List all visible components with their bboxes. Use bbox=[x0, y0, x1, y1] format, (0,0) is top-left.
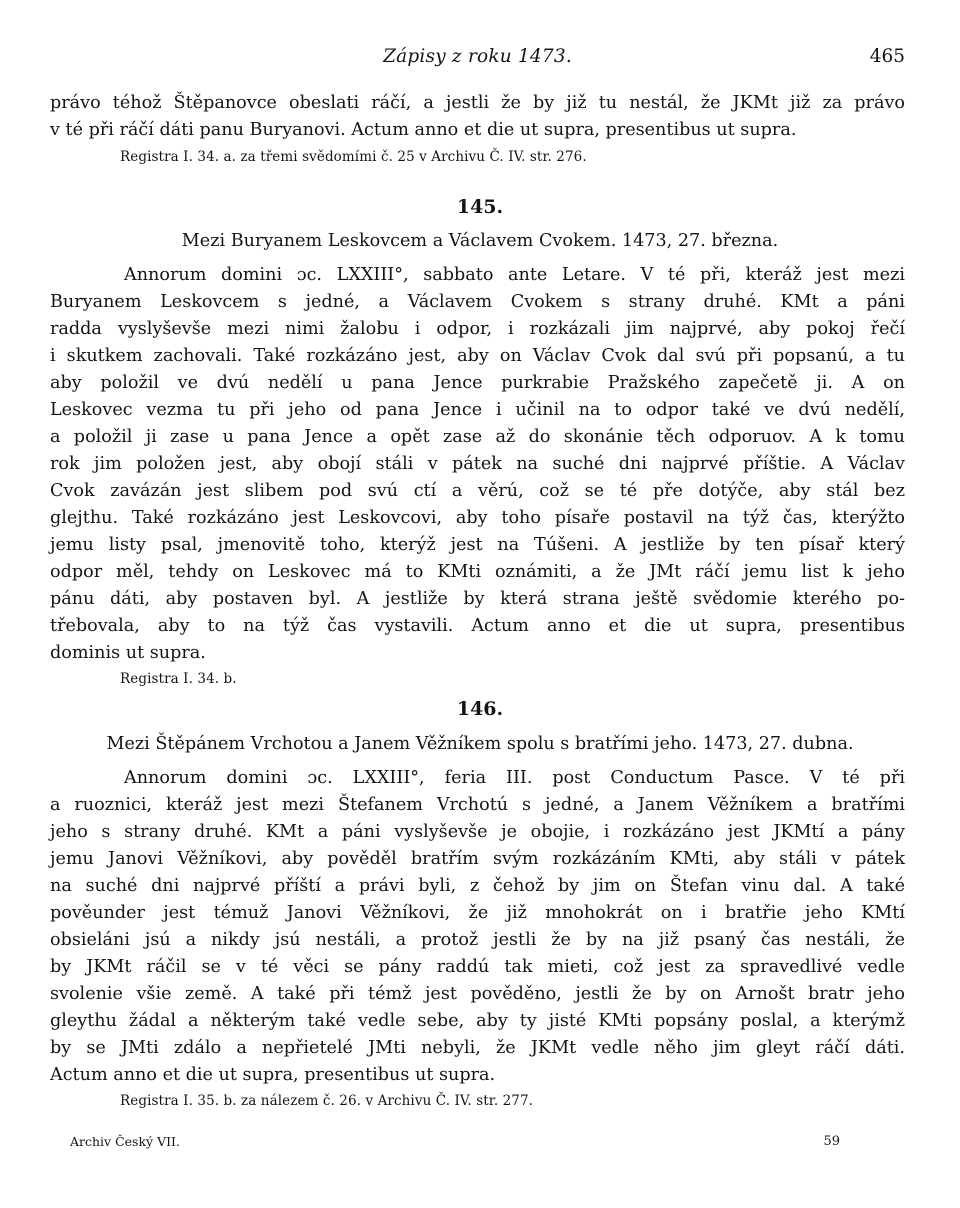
text-line: Leskovec vezma tu při jeho od pana Jence i učinil na to odpor také ve dvú nedělí, bbox=[50, 400, 905, 420]
page-footer bbox=[70, 1134, 840, 1154]
running-header bbox=[50, 46, 905, 72]
entry-heading: Mezi Buryanem Leskovcem a Václavem Cvokem. 1473, 27. března. bbox=[181, 231, 779, 251]
text-line: dominis ut supra. bbox=[50, 643, 206, 663]
text-line: Actum anno et die ut supra, presentibus ut supra. bbox=[50, 1065, 496, 1085]
text-line: i skutkem zachovali. Také rozkázáno jest, aby on Václav Cvok dal svú při popsanú, a tu bbox=[50, 346, 905, 366]
text-line: jemu listy psal, jmenovitě toho, kterýž jest na Túšeni. A jestliže by ten písař který bbox=[50, 535, 905, 555]
text-line: jemu Janovi Věžníkovi, aby pověděl bratřím svým rozkázáním KMti, aby stáli v pátek bbox=[50, 849, 905, 869]
text-line: rok jim položen jest, aby obojí stáli v pátek na suché dni najprvé příštie. A Václav bbox=[50, 454, 905, 474]
text-line: radda vyslyševše mezi nimi žalobu i odpor, i rozkázali jim najprvé, aby pokoj řečí bbox=[50, 319, 905, 339]
text-line: třebovala, aby to na týž čas vystavili. Actum anno et die ut supra, presentibus bbox=[50, 616, 905, 636]
archival-reference: Registra I. 35. b. za nálezem č. 26. v Archivu Č. IV. str. 277. bbox=[120, 1093, 534, 1109]
text-line: by JKMt ráčil se v té věci se pány raddú tak mieti, což jest za spravedlivé vedle bbox=[50, 957, 905, 977]
text-line: Cvok zavázán jest slibem pod svú ctí a věrú, což se té pře dotýče, aby stál bez bbox=[50, 481, 905, 501]
text-line: aby položil ve dvú nedělí u pana Jence purkrabie Pražského zapečetě ji. A on bbox=[50, 373, 905, 393]
text-line: právo téhož Štěpanovce obeslati ráčí, a jestli že by již tu nestál, že JKMt již za právo bbox=[50, 93, 905, 113]
text-line: v té při ráčí dáti panu Buryanovi. Actum anno et die ut supra, presentibus ut supra. bbox=[50, 120, 797, 140]
text-line: gleythu žádal a některým také vedle sebe, aby ty jisté KMti popsány poslal, a kterýmž bbox=[50, 1011, 905, 1031]
page-number: 465 bbox=[869, 46, 905, 67]
text-line: Annorum domini ɔc. LXXIII°, feria III. post Conductum Pasce. V té při bbox=[124, 768, 905, 788]
text-line: by se JMti zdálo a nepřietelé JMti nebyli, že JKMt vedle něho jim gleyt ráčí dáti. bbox=[50, 1038, 905, 1058]
text-line: Annorum domini ɔc. LXXIII°, sabbato ante Letare. V té při, kteráž jest mezi bbox=[124, 265, 905, 285]
text-line: odpor měl, tehdy on Leskovec má to KMti oznámiti, a že JMt ráčí jemu list k jeho bbox=[50, 562, 905, 582]
archival-reference: Registra I. 34. a. za třemi svědomími č. 25 v Archivu Č. IV. str. 276. bbox=[120, 149, 587, 165]
text-line: jeho s strany druhé. KMt a páni vyslyševše je obojie, i rozkázáno jest JKMtí a pány bbox=[50, 822, 905, 842]
text-line: pánu dáti, aby postaven byl. A jestliže by která strana ještě svědomie kterého po- bbox=[50, 589, 905, 609]
text-line: Buryanem Leskovcem s jedné, a Václavem Cvokem s strany druhé. KMt a páni bbox=[50, 292, 905, 312]
text-line: svolenie všie země. A také při témž jest pověděno, jestli že by on Arnošt bratr jeho bbox=[50, 984, 905, 1004]
entry-heading: Mezi Štěpánem Vrchotou a Janem Věžníkem spolu s bratřími jeho. 1473, 27. dubna. bbox=[106, 734, 854, 754]
text-line: a ruoznici, kteráž jest mezi Štefanem Vrchotú s jedné, a Janem Věžníkem a bratřími bbox=[50, 795, 905, 815]
publication-signature: Archiv Český VII. bbox=[70, 1134, 180, 1149]
text-line: obsieláni jsú a nikdy jsú nestáli, a protož jestli že by na již psaný čas nestáli, že bbox=[50, 930, 905, 950]
entry-number: 146. bbox=[456, 698, 504, 720]
sheet-signature: 59 bbox=[823, 1134, 840, 1149]
text-line: glejthu. Také rozkázáno jest Leskovcovi, aby toho písaře postavil na týž čas, kterýžto bbox=[50, 508, 905, 528]
entry-number: 145. bbox=[456, 196, 504, 218]
text-line: pověunder jest témuž Janovi Věžníkovi, že již mnohokrát on i bratřie jeho KMtí bbox=[50, 903, 905, 923]
archival-reference: Registra I. 34. b. bbox=[120, 671, 237, 687]
text-line: na suché dni najprvé příští a právi byli, z čehož by jim on Štefan vinu dal. A také bbox=[50, 876, 905, 896]
text-line: a položil ji zase u pana Jence a opět zase až do skonánie těch odporuov. A k tomu bbox=[50, 427, 905, 447]
running-title: Zápisy z roku 1473. bbox=[383, 46, 572, 67]
